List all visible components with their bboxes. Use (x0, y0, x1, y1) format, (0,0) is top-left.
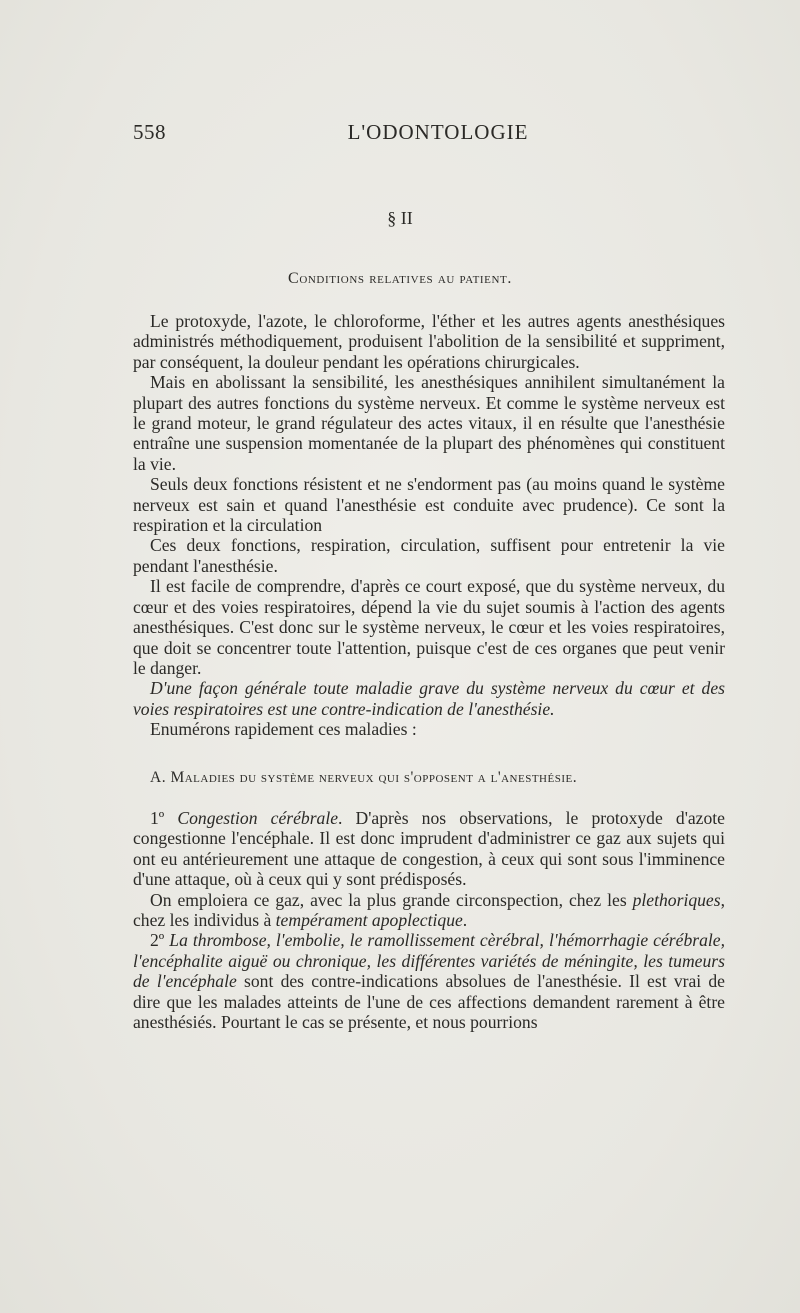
section-title: Conditions relatives au patient. (288, 270, 512, 287)
page-number: 558 (133, 120, 166, 144)
paragraph: Il est facile de comprendre, d'après ce court exposé, que du système nerveux, du cœur et des voies respiratoires, dépend la vie du sujet soumis à l'action des agents anesthésiques. C'est donc sur le système nerveux, le cœur et les voies respiratoires, que doit se concentrer toute l'attention, puisque c'est de ces organes que peut venir le danger. (133, 576, 725, 678)
text-run: . (462, 909, 468, 930)
paragraph: Ces deux fonctions, respiration, circulation, suffisent pour entretenir la vie pendant l'anesthésie. (133, 535, 725, 576)
paragraph: Le protoxyde, l'azote, le chloroforme, l'éther et les autres agents anesthésiques administrés méthodiquement, produisent l'abolition de la sensibilité et suppriment, par conséquent, la douleur pendant les opérations chirurgicales. (133, 311, 725, 372)
italic-paragraph: D'une façon générale toute maladie grave du système nerveux du cœur et des voies respiratoires est une contre-indication de l'anesthésie. (133, 678, 725, 719)
italic-term: plethoriques (632, 889, 721, 910)
paragraph (133, 930, 725, 1032)
paragraph: Mais en abolissant la sensibilité, les anesthésiques annihilent simultanément la plupart des autres fonctions du système nerveux. Et comme le système nerveux est le grand moteur, le grand régulateur des actes vitaux, il en résulte que l'anesthésie entraîne une suspension momentanée de la plupart des phénomènes qui constituent la vie. (133, 372, 725, 474)
item-text: sont des contre-indications absolues de l'anesthésie. Il est vrai de dire que les malades atteints de l'une de ces affections demandent rarement à être anesthésiés. Pourtant le cas se présente, et nous pourrions (133, 971, 725, 1032)
text-run: , chez les individus à (133, 889, 725, 930)
paragraph (133, 890, 725, 931)
body-text (133, 311, 725, 1032)
item-number: 2º (150, 930, 165, 951)
paragraph (133, 808, 725, 890)
subsection-title: A. Maladies du système nerveux qui s'opposent a l'anesthésie. (150, 768, 578, 786)
italic-term: tempérament apoplectique (275, 909, 463, 930)
paragraph: Seuls deux fonctions résistent et ne s'endorment pas (au moins quand le système nerveux est sain et quand l'anesthésie est conduite avec prudence). Ce sont la respiration et la circulation (133, 474, 725, 536)
text-run: On emploiera ce gaz, avec la plus grande circonspection, chez les (150, 889, 633, 910)
running-title: L'ODONTOLOGIE (347, 120, 529, 144)
page-header (133, 120, 725, 146)
paragraph: Enumérons rapidement ces maladies : (150, 719, 417, 740)
item-term: La thrombose, l'embolie, le ramollissement cèrébral, l'hémorrhagie cérébrale, l'encéphalite aiguë ou chronique, les différentes variétés de méningite, les tumeurs de l'encéphale (133, 930, 725, 992)
item-term: Congestion cérébrale (177, 807, 339, 828)
item-number: 1º (150, 807, 165, 828)
item-text: . D'après nos observations, le protoxyde d'azote congestionne l'encéphale. Il est donc imprudent d'administrer ce gaz aux sujets qui ont eu antérieurement une attaque de congestion, à ceux qui sont sous l'imminence d'une attaque, où à ceux qui y sont prédisposés. (133, 807, 725, 890)
section-mark: § II (387, 208, 413, 228)
